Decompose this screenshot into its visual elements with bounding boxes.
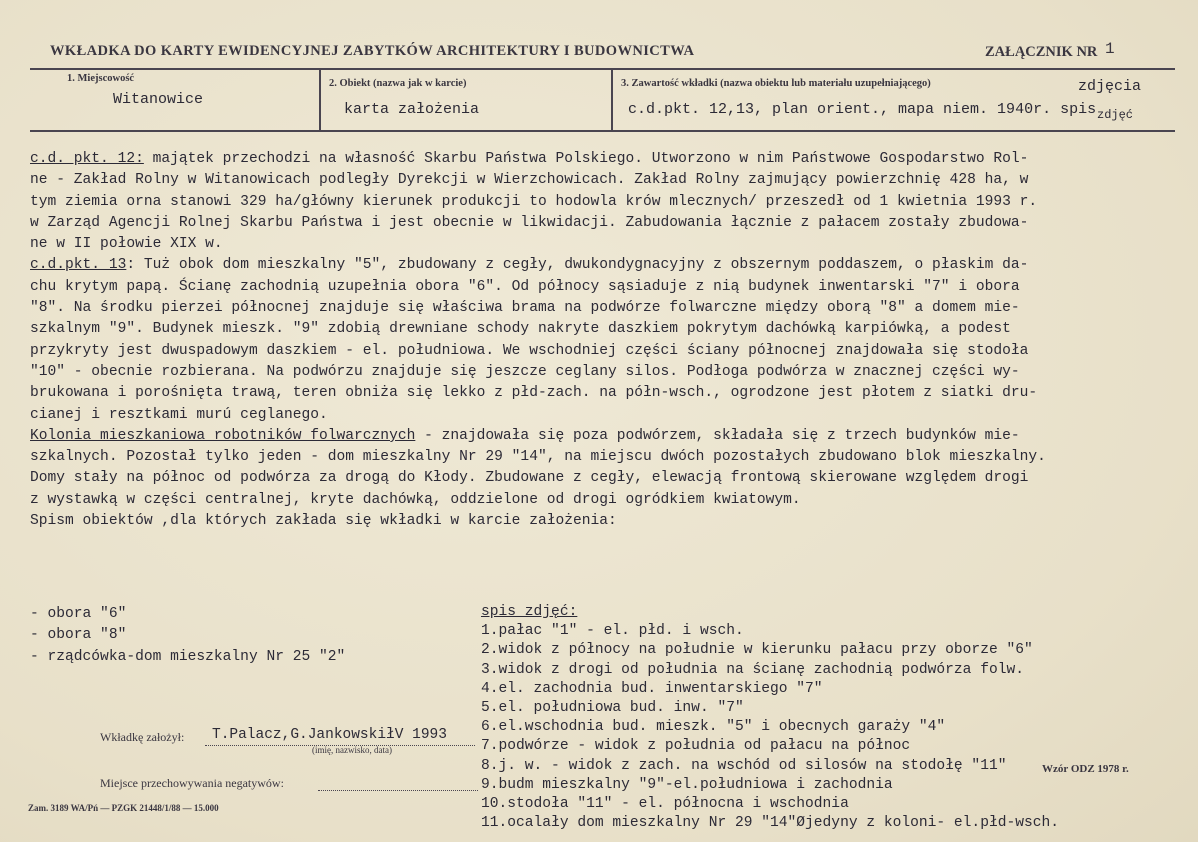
body-line: szkalnych. Pozostał tylko jeden - dom mieszkalny Nr 29 "14", na miejscu dwóch pozostałych zbudowano blok mieszkalny. [30, 449, 1046, 466]
body-line: z wystawką w części centralnej, kryte dachówką, oddzielone od drogi ogródkiem kwiatowym. [30, 491, 801, 508]
header-col-divider-1 [319, 68, 321, 130]
list-item: 11.ocalały dom mieszkalny Nr 29 "14"Øjedyny z koloni- el.płd-wsch. [481, 815, 1060, 832]
body-line: ne w II połowie XIX w. [30, 236, 223, 253]
list-item: 9.budm mieszkalny "9"-el.południowa i zachodnia [481, 776, 893, 793]
list-item: 3.widok z drogi od południa na ścianę zachodnią podwórza folw. [481, 661, 1024, 678]
body-line-text: - znajdowała się poza podwórzem, składała się z trzech budynków mie- [415, 427, 1020, 444]
body-line: "8". Na środku pierzei północnej znajduje się właściwa brama na podwórze folwarczne między oborą "8" a domem mie- [30, 300, 1020, 317]
content-value: c.d.pkt. 12,13, plan orient., mapa niem. 1940r. spis [628, 101, 1097, 118]
storage-line [318, 790, 478, 791]
list-item: 6.el.wschodnia bud. mieszk. "5" i obecnych garaży "4" [481, 719, 946, 736]
list-item: 1.pałac "1" - el. płd. i wsch. [481, 623, 744, 640]
created-hint: (imię, nazwisko, data) [312, 745, 392, 755]
object-value: karta założenia [344, 101, 480, 118]
body-line: w Zarząd Agencji Rolnej Skarbu Państwa i jest obecnie w likwidacji. Zabudowania łącznie z pałacem zostały zbudowa- [30, 214, 1029, 231]
list-item: 2.widok z północy na południe w kierunku pałacu przy oborze "6" [481, 642, 1033, 659]
list-item: 7.podwórze - widok z południa od pałacu na północ [481, 738, 911, 755]
list-item: - obora "6" [30, 606, 127, 622]
annex-label [985, 40, 1115, 61]
storage-label: Miejsce przechowywania negatywów: [100, 776, 284, 790]
body-line: tym ziemia orna stanowi 329 ha/główny kierunek produkcji to hodowla krów mlecznych/ przeszedł od 1 kwietnia 1993 r. [30, 193, 1038, 210]
body-line: chu krytym papą. Ścianę zachodnią uzupełnia obora "6". Od północy sąsiaduje z nią budynek inwentarski "7" i obora [30, 278, 1020, 295]
body-line-text: majątek przechodzi na własność Skarbu Państwa Polskiego. Utworzono w nim Państwowe Gospodarstwo Rol- [143, 151, 1029, 167]
photo-list [481, 603, 1059, 833]
body-line [30, 255, 1195, 276]
card-title: WKŁADKA DO KARTY EWIDENCYJNEJ ZABYTKÓW ARCHITEKTURY I BUDOWNICTWA [50, 43, 695, 59]
annex-label-text: ZAŁĄCZNIK NR [985, 44, 1098, 60]
place-label: 1. Miejscowość [67, 73, 135, 84]
list-item: 4.el. zachodnia bud. inwentarskiego "7" [481, 680, 823, 697]
annex-number: 1 [1105, 40, 1115, 58]
body-line: "10" - obecnie rozbierana. Na podwórzu znajduje się jeszcze ceglany silos. Podłoga podwórza w znacznej części wy- [30, 363, 1020, 380]
body-line: ne - Zakład Rolny w Witanowicach podległy Dyrekcji w Wierzchowicach. Zakład Rolny zajmujący powierzchnię 428 ha, w [30, 172, 1029, 189]
body-line: szkalnym "9". Budynek mieszk. "9" zdobią drewniane schody nakryte daszkiem pokrytym dachówką karpiówką, a podest [30, 321, 1011, 338]
created-value: T.Palacz,G.JankowskiłV 1993 [212, 727, 447, 743]
created-label: Wkładkę założył: [100, 730, 185, 744]
header-col-divider-2 [611, 68, 613, 130]
place-value: Witanowice [113, 91, 204, 108]
list-item: - rządcówka-dom mieszkalny Nr 25 "2" [30, 648, 346, 665]
body-line: cianej i resztkami murú ceglanego. [30, 406, 328, 423]
list-item: 5.el. południowa bud. inw. "7" [481, 700, 744, 717]
content-label: 3. Zawartość wkładki (nazwa obiektu lub materiału uzupełniającego) [621, 78, 931, 89]
objects-list [30, 604, 345, 668]
photo-list-title: spis zdjęć: [481, 604, 578, 620]
list-item: - obora "8" [30, 627, 127, 644]
model-label: Wzór ODZ 1978 r. [1042, 763, 1129, 775]
object-label: 2. Obiekt (nazwa jak w karcie) [329, 78, 467, 89]
section-heading: Kolonia mieszkaniowa robotników folwarcznych [30, 427, 416, 444]
body-line [30, 149, 1195, 170]
content-note-1: zdjęcia [1078, 78, 1142, 95]
section-heading: c.d. pkt. 12: [30, 151, 144, 167]
body-line: Domy stały na północ od podwórza za drogą do Kłody. Zbudowane z cegły, elewacją frontową skierowane względem drogi [30, 470, 1029, 487]
list-item: 10.stodoła "11" - el. północna i wschodnia [481, 796, 849, 813]
section-heading: c.d.pkt. 13 [30, 257, 127, 274]
body-line: przykryty jest dwuspadowym daszkiem - el. południowa. We wschodniej części ściany północnej znajdowała się stodoła [30, 342, 1029, 359]
body-line [30, 426, 1195, 447]
header-top-rule [30, 68, 1175, 70]
list-item: 8.j. w. - widok z zach. na wschód od silosów na stodołę "11" [481, 757, 1007, 774]
body-text [30, 149, 1195, 532]
print-info: Zam. 3189 WA/Pń — PZGK 21448/1/88 — 15.000 [28, 803, 219, 813]
body-line: Spism obiektów ,dla których zakłada się wkładki w karcie założenia: [30, 513, 617, 530]
body-line: brukowana i porośnięta trawą, teren obniża się lekko z płd-zach. na półn-wsch., ogrodzone jest płotem z siatki dru- [30, 385, 1038, 402]
body-line-text: : Tuż obok dom mieszkalny "5", zbudowany z cegły, dwukondygnacyjny z obszernym poddaszem, o płaskim da- [126, 257, 1029, 274]
content-note-2: zdjęć [1097, 108, 1134, 122]
header-bottom-rule [30, 130, 1175, 132]
